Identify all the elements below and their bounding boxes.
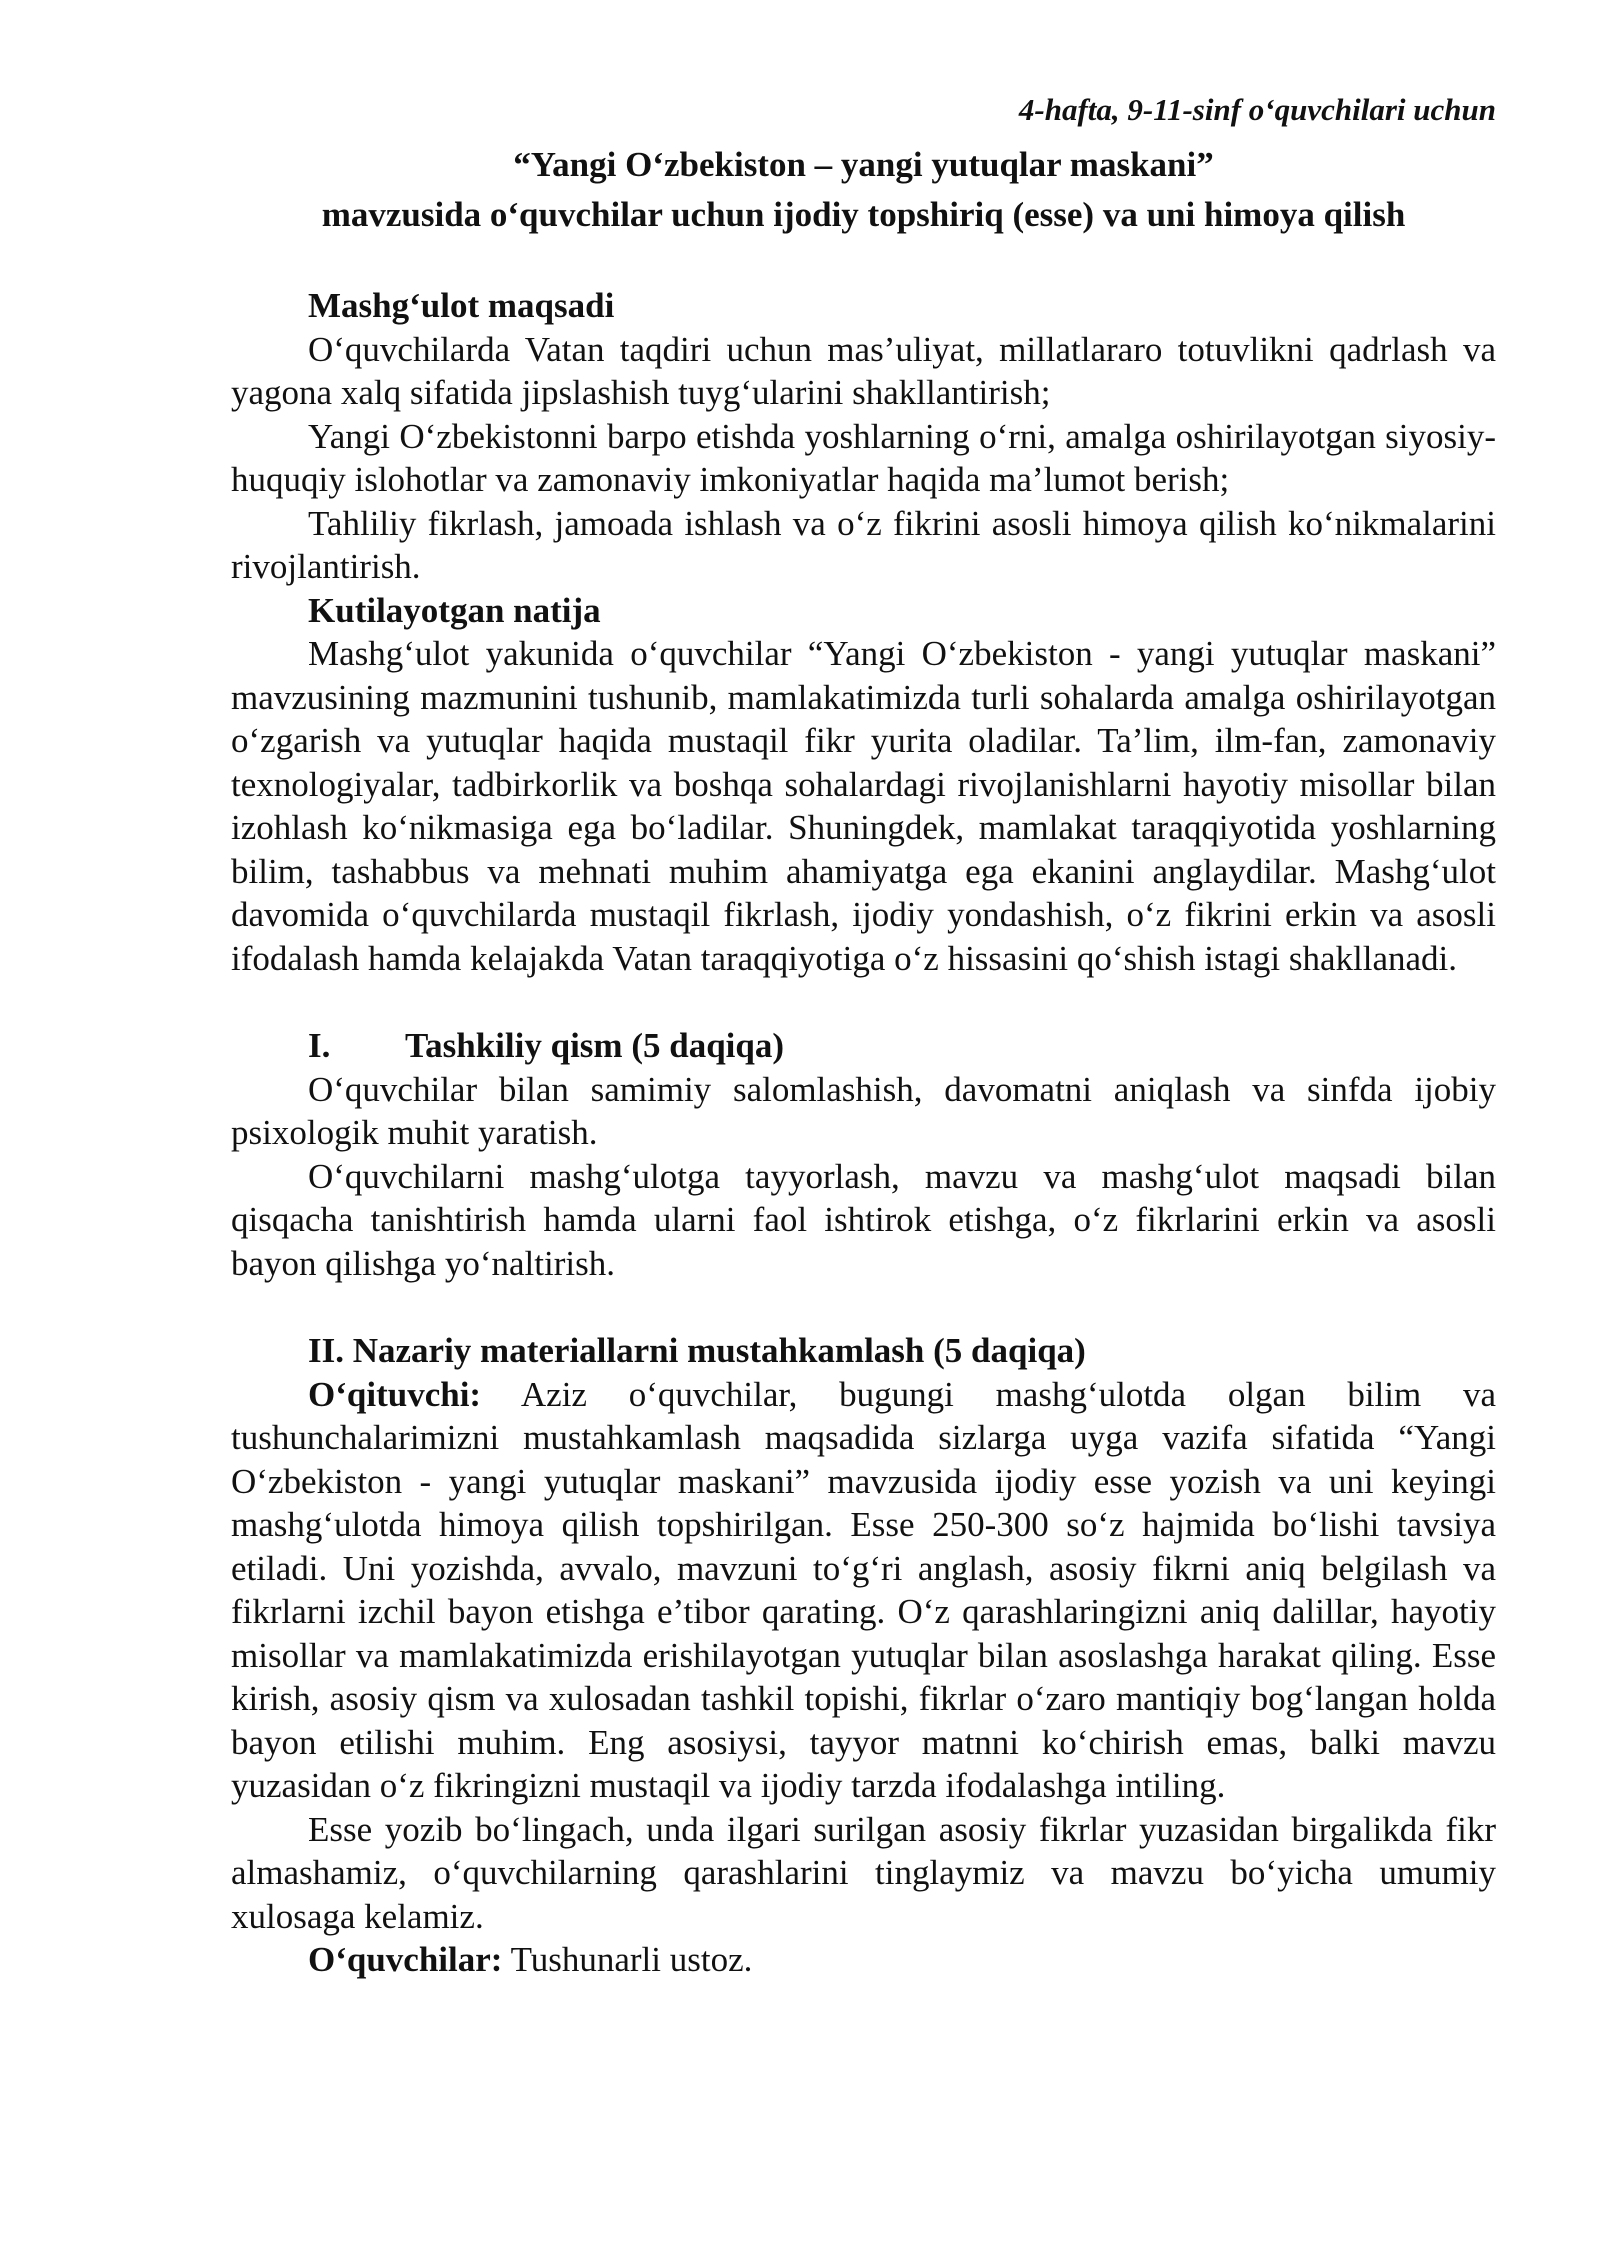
header-note: 4-hafta, 9-11-sinf o‘quvchilari uchun [1018,92,1496,127]
result-heading: Kutilayotgan natija [308,590,601,630]
section-1-paragraph-2: O‘quvchilarni mashg‘ulotga tayyorlash, mavzu va mashg‘ulot maqsadi bilan qisqacha tanishtirish hamda ularni faol ishtirok etishga, o‘z fikrlarini erkin va asosli bayon qilishga yo‘naltirish. [231,1156,1496,1283]
goal-paragraph-3: Tahliliy fikrlash, jamoada ishlash va o‘z fikrini asosli himoya qilish ko‘nikmalarini rivojlantirish. [231,503,1496,586]
section-1-paragraph-1: O‘quvchilar bilan samimiy salomlashish, davomatni aniqlash va sinfda ijobiy psixologik muhit yaratish. [231,1069,1496,1152]
teacher-paragraph [231,1373,1496,1808]
result-paragraph: Mashg‘ulot yakunida o‘quvchilar “Yangi O‘zbekiston - yangi yutuqlar maskani” mavzusining mazmunini tushunib, mamlakatimizda turli sohalarda amalga oshirilayotgan o‘zgarish va yutuqlar haqida mustaqil fikr yurita oladilar. Ta’lim, ilm-fan, zamonaviy texnologiyalar, tadbirkorlik va boshqa sohalardagi rivojlanishlarni hayotiy misollar bilan izohlash ko‘nikmasiga ega bo‘ladilar. Shuningdek, mamlakat taraqqiyotida yoshlarning bilim, tashabbus va mehnati muhim ahamiyatga ega ekanini anglaydilar. Mashg‘ulot davomida o‘quvchilarda mustaqil fikrlash, ijodiy yondashish, o‘z fikrini erkin va asosli ifodalash hamda kelajakda Vatan taraqqiyotiga o‘z hissasini qo‘shish istagi shakllanadi. [231,634,1496,978]
spacer [231,1285,1496,1329]
goal-heading: Mashg‘ulot maqsadi [308,286,615,325]
students-label: O‘quvchilar: [308,1940,503,1979]
spacer [231,240,1496,284]
goal-paragraph-2: Yangi O‘zbekistonni barpo etishda yoshlarning o‘rni, amalga oshirilayotgan siyosiy-huquqiy islohotlar va zamonaviy imkoniyatlar haqida ma’lumot berish; [231,416,1496,499]
section-2-paragraph-2: Esse yozib bo‘lingach, unda ilgari surilgan asosiy fikrlar yuzasidan birgalikda fikr almashamiz, o‘quvchilarning qarashlarini tinglaymiz va mavzu bo‘yicha umumiy xulosaga kelamiz. [231,1809,1496,1936]
section-1-heading [231,1024,1496,1068]
spacer [231,980,1496,1024]
students-text: Tushunarli ustoz. [502,1940,753,1979]
students-paragraph [231,1938,1496,1982]
teacher-text: Aziz o‘quvchilar, bugungi mashg‘ulotda olgan bilim va tushunchalarimizni mustahkamlash maqsadida sizlarga uyga vazifa sifatida “Yangi O‘zbekiston - yangi yutuqlar maskani” mavzusida ijodiy esse yozish va uni keyingi mashg‘ulotda himoya qilish topshirilgan. Esse 250-300 so‘z hajmida bo‘lishi tavsiya etiladi. Uni yozishda, avvalo, mavzuni to‘g‘ri anglash, asosiy fikrni aniq belgilash va fikrlarni izchil bayon etishga e’tibor qarating. O‘z qarashlaringizni aniq dalillar, hayotiy misollar va mamlakatimizda erishilayotgan yutuqlar bilan asoslashga harakat qiling. Esse kirish, asosiy qism va xulosadan tashkil topishi, fikrlar o‘zaro mantiqiy bog‘langan holda bayon etilishi muhim. Eng asosiysi, tayyor matnni ko‘chirish emas, balki mavzu yuzasidan o‘z fikringizni mustaqil va ijodiy tarzda ifodalashga intiling. [231,1374,1496,1805]
title-line-1: “Yangi O‘zbekiston – yangi yutuqlar maskani” [513,145,1214,184]
title-line-2: mavzusida o‘quvchilar uchun ijodiy topshiriq (esse) va uni himoya qilish [321,195,1406,234]
section-2-heading: II. Nazariy materiallarni mustahkamlash (5 daqiqa) [308,1331,1086,1370]
section-1-title: Tashkiliy qism (5 daqiqa) [405,1026,785,1065]
teacher-label: O‘qituvchi: [308,1374,482,1414]
goal-paragraph-1: O‘quvchilarda Vatan taqdiri uchun mas’uliyat, millatlararo totuvlikni qadrlash va yagona xalq sifatida jipslashish tuyg‘ularini shakllantirish; [231,329,1496,412]
document-title [231,140,1496,240]
document-page [231,90,1496,1982]
section-1-number: I. [308,1026,331,1065]
